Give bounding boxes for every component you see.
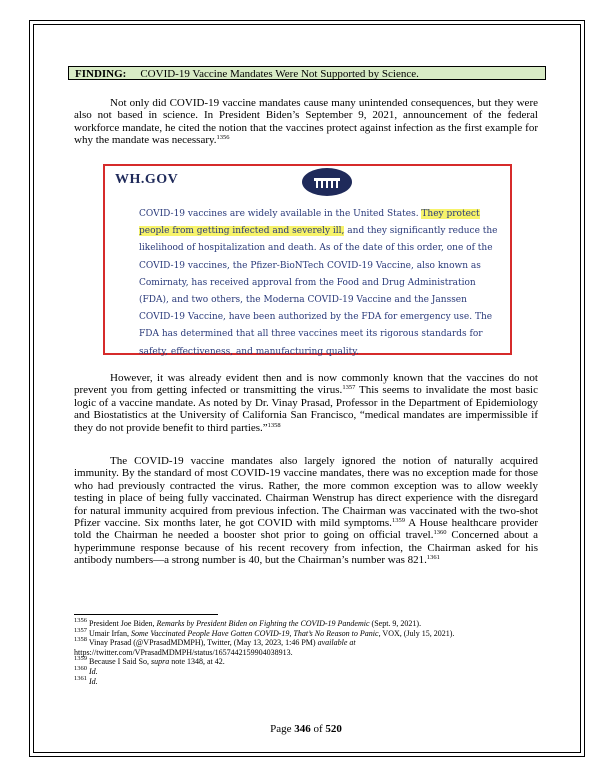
whitehouse-quote-text: [139, 206, 501, 361]
paragraph-3-text-a: The COVID-19 vaccine mandates also largely ignored the notion of naturally acquired immunity. By the standard of most COVID-19 vaccine mandates, there was no exception made for those who had previously contracted the virus. Rather, the more common exception was to allow weekly testing in place of being fully vaccinated. Chairman Wenstrup has direct experience with the disregard for natural immunity acquired from previous infection. The Chairman was vaccinated with the two-shot Pfizer vaccine. Six months later, he got COVID with mild symptoms.: [74, 455, 538, 530]
footnote: $^{1361}$ Id.: [74, 674, 98, 686]
footnote-ref[interactable]: 1360: [433, 529, 447, 537]
finding-banner: [68, 66, 546, 80]
footnote: $^{1360}$ Id.: [74, 664, 98, 676]
paragraph-2-text-b: This seems to invalidate the most basic logic of a vaccine mandate. As noted by Dr. Vinay Prasad, Professor in the Department of Epidemiology and Biostatistics at the University of California San Francisco, “medical mandates are impermissible if they do not provide benefit to third parties.”: [74, 384, 538, 434]
quote-text-post: and they significantly reduce the likelihood of hospitalization and death. As of the date of this order, one of the COVID-19 vaccines, the Pfizer-BioNTech COVID-19 Vaccine, also known as Comirnaty, has received approval from the Food and Drug Administration (FDA), and two others, the Moderna COVID-19 Vaccine and the Janssen COVID-19 Vaccine, have been authorized by the FDA for emergency use. The FDA has determined that all three vaccines meet its rigorous standards for safety, effectiveness, and manufacturing quality.: [139, 226, 498, 357]
paragraph-1: [74, 97, 538, 147]
finding-label: FINDING:: [75, 68, 127, 80]
quote-highlight: They protect people from getting infected and severely ill,: [139, 209, 480, 237]
footnote: $^{1358}$ Vinay Prasad (@VPrasadMDMPH), Twitter, (May 13, 2023, 1:46 PM) available at https://twitter.com/VPrasadMDMPH/status/1657442159904038913.: [74, 636, 356, 657]
footnote-ref[interactable]: 1358: [267, 421, 281, 429]
footnote-ref[interactable]: 1357: [342, 384, 356, 392]
quote-text-pre: COVID-19 vaccines are widely available in the United States.: [139, 209, 422, 219]
whitehouse-seal-icon: [302, 168, 352, 196]
footnotes: [74, 619, 534, 686]
page-total: 520: [325, 723, 342, 735]
paragraph-3-text-b: A House healthcare provider told the Chairman he needed a booster shot prior to going on official travel.: [74, 517, 538, 542]
finding-title: COVID-19 Vaccine Mandates Were Not Supported by Science.: [140, 68, 419, 80]
page-number: Page 346 of 520: [270, 723, 342, 735]
footnote-divider: [74, 614, 218, 615]
whitehouse-quote-box: [103, 164, 512, 355]
page-current: 346: [294, 723, 311, 735]
footnote-ref[interactable]: 1359: [391, 517, 405, 525]
paragraph-2-text-a: However, it was already evident then and is now commonly known that the vaccines do not prevent you from getting infected or transmitting the virus.: [74, 372, 538, 397]
footnote-ref[interactable]: 1361: [426, 554, 440, 562]
footnote-link[interactable]: https://twitter.com/VPrasadMDMPH/status/1657442159904038913.: [74, 647, 293, 657]
footnote: $^{1356}$ President Joe Biden, Remarks by President Biden on Fighting the COVID-19 Pandemic (Sept. 9, 2021).: [74, 617, 422, 628]
footnote: $^{1359}$ Because I Said So, supra note 1348, at 42.: [74, 655, 225, 667]
whgov-logo: WH.GOV: [115, 172, 179, 187]
footnote: $^{1357}$ Umair Irfan, Some Vaccinated People Have Gotten COVID-19, That’s No Reason to Panic, VOX, (July 15, 2021).: [74, 626, 455, 638]
paragraph-3: [74, 455, 538, 567]
paragraph-2: [74, 372, 538, 434]
paragraph-3-text-c: Concerned about a hyperimmune response because of his recent recovery from infection, the Chairman asked for his antibody numbers—a strong number is 40, but the Chairman’s number was 821.: [74, 529, 539, 567]
footnote-ref[interactable]: 1356: [216, 134, 230, 142]
paragraph-1-text: Not only did COVID-19 vaccine mandates cause many unintended consequences, but they were also not based in science. In President Biden’s September 9, 2021, announcement of the federal workforce mandate, he cited the notion that the vaccines protect against infection as the first example for why the mandate was necessary.: [74, 97, 538, 147]
